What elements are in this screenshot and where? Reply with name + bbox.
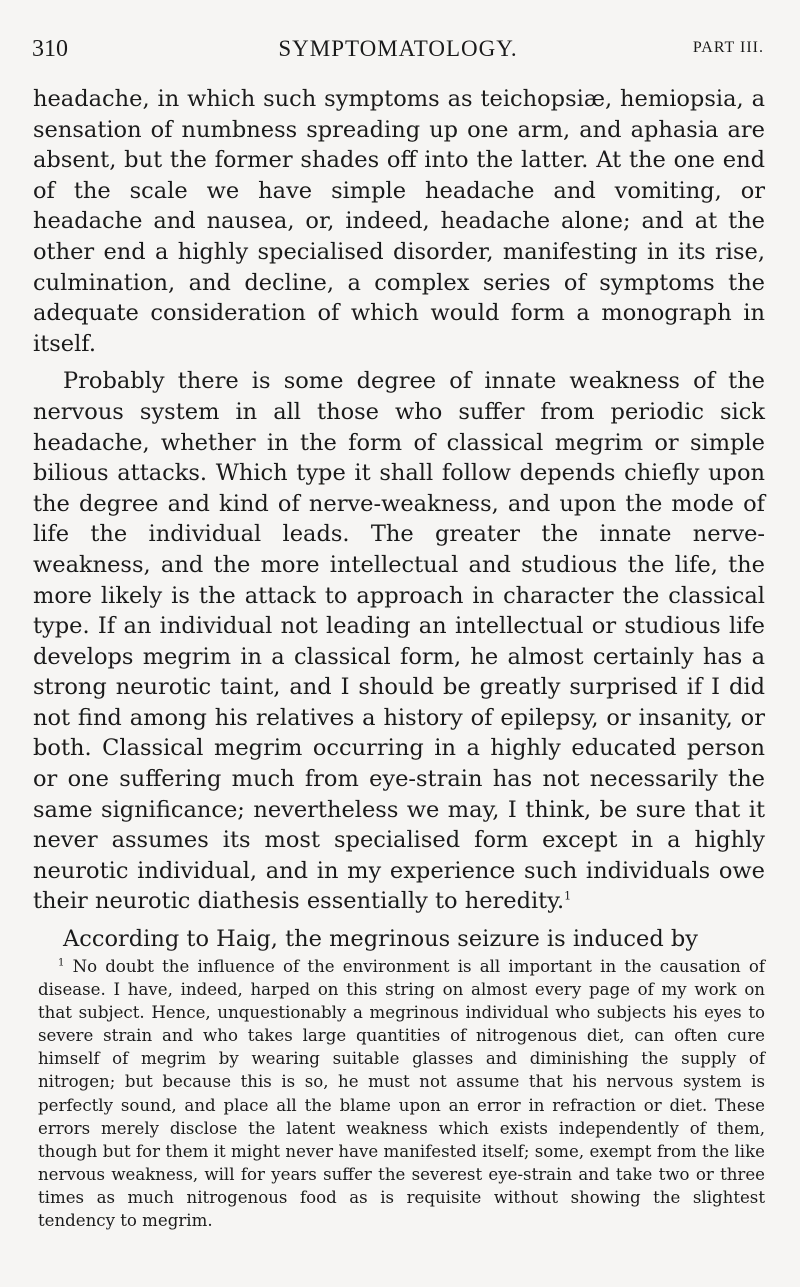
footnote-text: No doubt the influence of the environment is all important in the causation of disease. I have, indeed, harped on this string on almost every page of my work on that subject. Hence, unquestionably a megrinous individual who subjects his eyes to severe strain and who takes large quantities of nitrogenous diet, can often cure himself of megrim by wearing suitable glasses and diminishing the supply of nitrogen; but because this is so, he must not assume that his nervous system is perfectly sound, and place all the blame upon an error in refraction or diet. These errors merely disclose the latent weakness which exists independently of them, though but for them it might never have manifested itself; some, exempt from the like nervous weakness, will for years suffer the severest eye-strain and take two or three times as much nitrogenous food as is requisite without showing the slightest tendency to megrim. <box>38 957 765 1231</box>
footnote-paragraph <box>38 955 765 1232</box>
main-text <box>33 84 765 955</box>
paragraph <box>33 84 765 359</box>
footnote-reference: 1 <box>564 889 572 903</box>
paragraph <box>33 924 765 955</box>
chapter-title: SYMPTOMATOLOGY. <box>278 36 518 61</box>
running-header <box>32 36 764 66</box>
paragraph-text: headache, in which such symptoms as teichopsiæ, hemiopsia, a sensation of numbness spreading up one arm, and aphasia are absent, but the former shades off into the latter. At the one end of the scale we have simple headache and vomiting, or headache and nausea, or, indeed, headache alone; and at the other end a highly specialised disorder, manifesting in its rise, culmination, and decline, a complex series of symptoms the adequate consideration of which would form a monograph in itself. <box>33 86 765 357</box>
paragraph <box>33 366 765 917</box>
paragraph-text: Probably there is some degree of innate weakness of the nervous system in all those who suffer from periodic sick headache, whether in the form of classical megrim or simple bilious attacks. Which type it shall follow depends chiefly upon the degree and kind of nerve-weakness, and upon the mode of life the individual leads. The greater the innate nerve-weakness, and the more intellectual and studious the life, the more likely is the attack to approach in character the classical type. If an individual not leading an intellectual or studious life develops megrim in a classical form, he almost certainly has a strong neurotic taint, and I should be greatly surprised if I did not find among his relatives a history of epilepsy, or insanity, or both. Classical megrim occurring in a highly educated person or one suffering much from eye-strain has not necessarily the same significance; nevertheless we may, I think, be sure that it never assumes its most specialised form except in a highly neurotic individual, and in my experience such individuals owe their neurotic diathesis essentially to heredity. <box>33 368 765 915</box>
footnote <box>38 955 765 1232</box>
paragraph-text: According to Haig, the megrinous seizure is induced by <box>63 926 698 953</box>
page-number: 310 <box>32 36 68 62</box>
part-label: PART III. <box>692 39 764 56</box>
footnote-marker: 1 <box>58 957 65 969</box>
